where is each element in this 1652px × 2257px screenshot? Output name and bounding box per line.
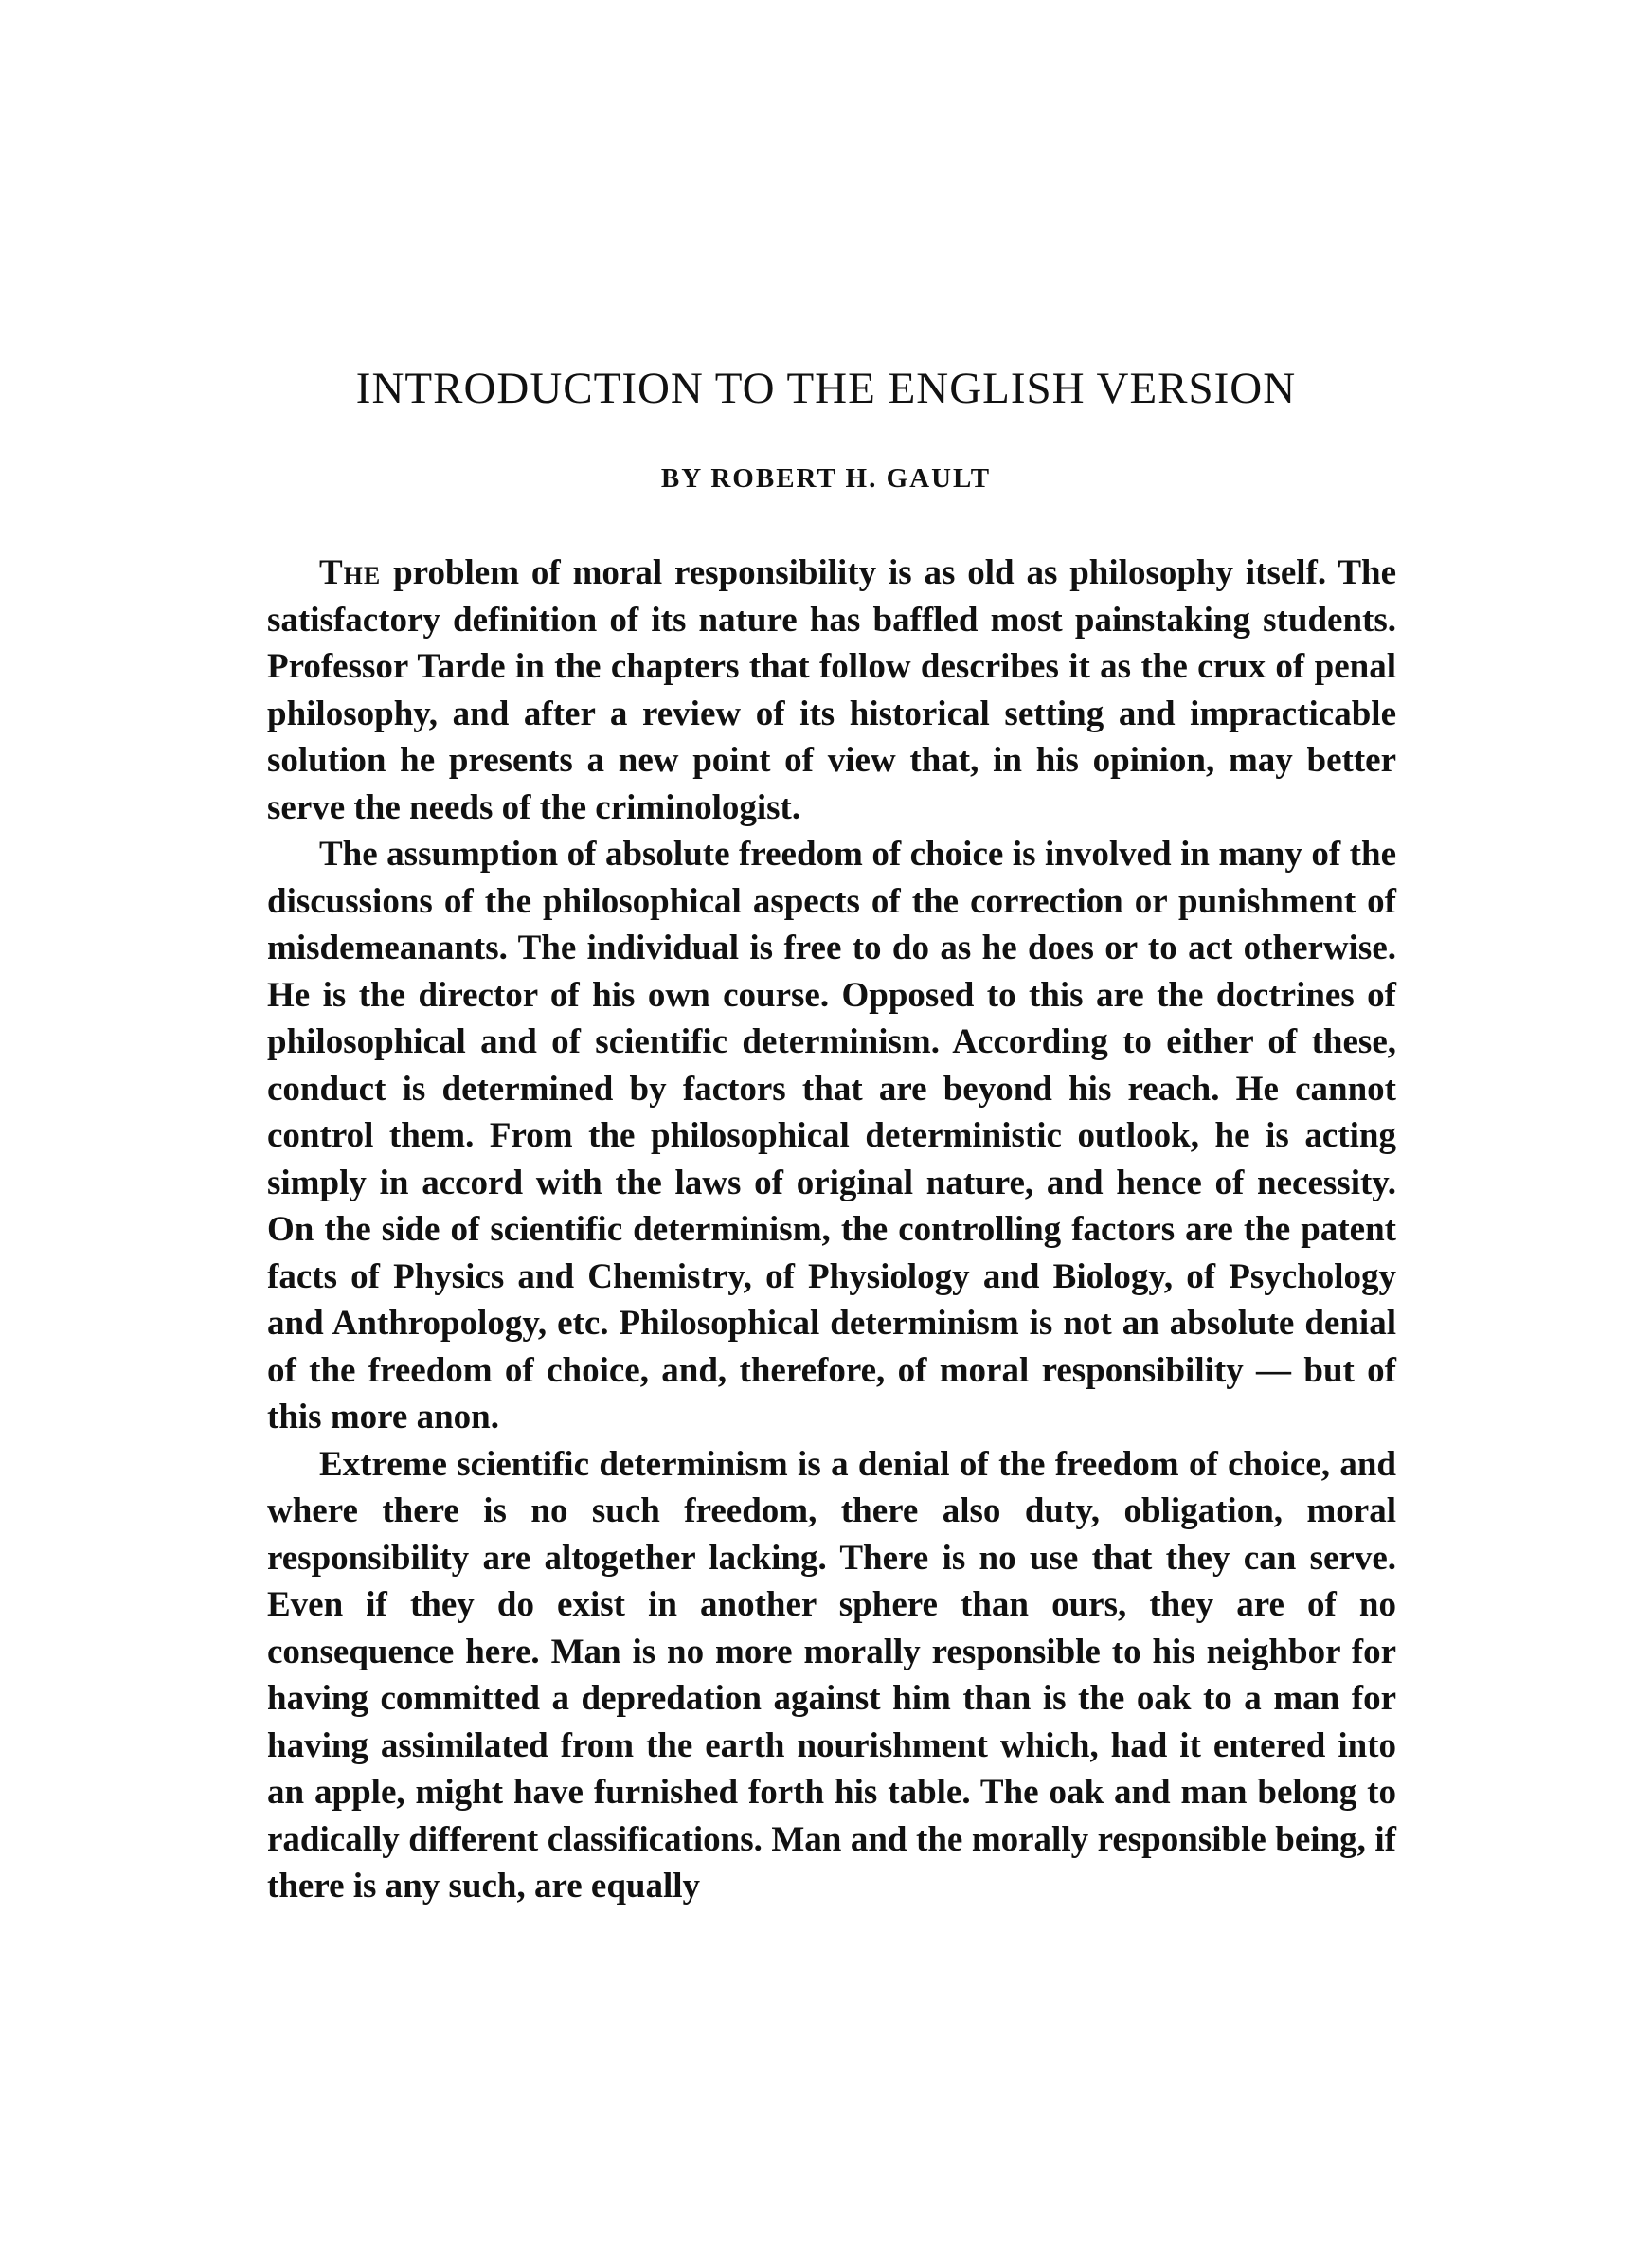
paragraph-text: problem of moral responsibility is as old as philosophy itself. The satisfactory definition of its nature has baffled most painstaking students. Professor Tarde in the chapters that follow describes it as the crux of penal philosophy, and after a review of its historical setting and impracticable solution he presents a new point of view that, in his opinion, may better serve the needs of the criminologist. <box>267 553 1396 827</box>
paragraph-lead-word: The <box>319 553 382 592</box>
paragraph-3 <box>267 1441 1396 1910</box>
author-byline: BY ROBERT H. GAULT <box>660 463 992 494</box>
paragraph-text: The assumption of absolute freedom of choice is involved in many of the discussions of the philosophical aspects of the correction or punishment of misdemeanants. The individual is free to do as he does or to act otherwise. He is the director of his own course. Opposed to this are the doctrines of philosophical and of scientific determinism. According to either of these, conduct is determined by factors that are beyond his reach. He cannot control them. From the philosophical deterministic outlook, he is acting simply in accord with the laws of original nature, and hence of necessity. On the side of scientific determinism, the controlling factors are the patent facts of Physics and Chemistry, of Physiology and Biology, of Psychology and Anthropology, etc. Philosophical determinism is not an absolute denial of the freedom of choice, and, therefore, of moral responsibility — but of this more anon. <box>267 835 1396 1436</box>
body-text <box>267 550 1396 1910</box>
page-title: INTRODUCTION TO THE ENGLISH VERSION <box>355 364 1297 413</box>
paragraph-1 <box>267 550 1396 831</box>
paragraph-text: Extreme scientific determinism is a denial of the freedom of choice, and where there is no such freedom, there also duty, obligation, moral responsibility are altogether lacking. There is no use that they can serve. Even if they do exist in another sphere than ours, they are of no consequence here. Man is no more morally responsible to his neighbor for having committed a depredation against him than is the oak to a man for having assimilated from the earth nourishment which, had it entered into an apple, might have furnished forth his table. The oak and man belong to radically different classifications. Man and the morally responsible being, if there is any such, are equally <box>267 1444 1396 1905</box>
paragraph-2 <box>267 831 1396 1441</box>
